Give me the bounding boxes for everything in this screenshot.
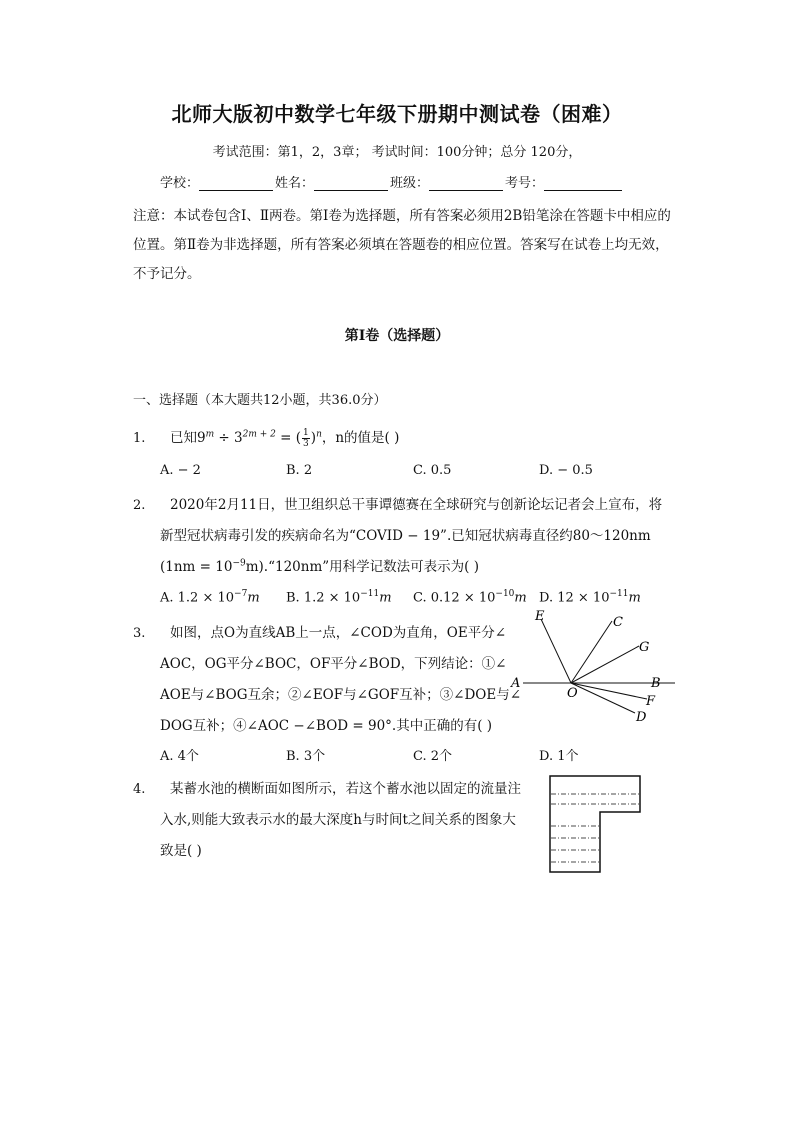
question-4	[133, 777, 521, 797]
q3-line1: 如图，点O为直线AB上一点，∠COD为直角，OE平分∠	[170, 625, 507, 641]
school-label: 学校：	[160, 176, 200, 191]
ray-oe	[541, 619, 571, 683]
q3-option-a[interactable]: A. 4个	[160, 749, 199, 764]
q1-option-b[interactable]: B. 2	[286, 463, 313, 478]
q2-option-c[interactable]	[413, 589, 527, 605]
q2-b-label: B. 1.2 × 10	[286, 590, 361, 606]
q1-frac-den: 3	[303, 439, 309, 449]
q1-exp1: m	[205, 429, 215, 440]
ray-og	[571, 646, 639, 683]
q2-d-unit: m	[628, 590, 641, 606]
exam-notice: 注意：本试卷包含Ⅰ、Ⅱ两卷。第Ⅰ卷为选择题，所有答案必须用2B铅笔涂在答题卡中相应的位置。第Ⅱ卷为非选择题，所有答案必须填在答题卷的相应位置。答案写在试卷上均无效，不予记分。	[133, 208, 671, 282]
q1-fraction	[302, 428, 310, 449]
q3-option-c[interactable]: C. 2个	[413, 749, 453, 764]
section-title: 第Ⅰ卷（选择题）	[344, 328, 450, 344]
q3-line3: AOE与∠BOG互余；②∠EOF与∠GOF互补；③∠DOE与∠	[160, 687, 522, 703]
q4-line3: 致是( )	[160, 843, 202, 859]
ray-of	[571, 683, 647, 699]
q2-line1: 2020年2月11日，世卫组织总干事谭德赛在全球研究与创新论坛记者会上宣布，将	[170, 497, 663, 513]
label-e: E	[535, 609, 545, 624]
question-1: 1. 已知$9^m \div 3^{2m + 2}$ = ( $\frac{1}{3}$ )$^n$，n的值是( )	[133, 428, 400, 449]
q4-reservoir-figure	[548, 774, 648, 876]
q2-line3-a: (1nm = 10	[160, 559, 233, 575]
question-number: 2.	[133, 498, 146, 513]
q2-d-exp: −11	[609, 589, 629, 599]
q2-c-exp: −10	[495, 589, 515, 599]
label-a: A	[511, 676, 521, 691]
name-label: 姓名：	[275, 176, 315, 191]
q3-angle-figure	[505, 605, 675, 730]
class-blank	[429, 176, 503, 191]
q2-c-label: C. 0.12 × 10	[413, 590, 496, 606]
q2-d-label: D. 12 × 10	[539, 590, 610, 606]
school-blank	[199, 176, 273, 191]
part-heading: 一、选择题（本大题共12小题，共36.0分）	[133, 393, 387, 408]
q4-line1: 某蓄水池的横断面如图所示，若这个蓄水池以固定的流量注	[170, 781, 521, 797]
q1-stem-prefix: 已知	[170, 430, 197, 446]
q3-option-d[interactable]: D. 1个	[539, 749, 579, 764]
q1-base: 9	[197, 430, 206, 446]
question-number: 4.	[133, 782, 146, 797]
ray-od	[571, 683, 635, 713]
name-blank	[314, 176, 388, 191]
label-b: B	[651, 676, 661, 691]
question-number: 1.	[133, 431, 146, 446]
number-label: 考号：	[505, 176, 545, 191]
label-d: D	[636, 710, 647, 725]
class-label: 班级：	[390, 176, 430, 191]
question-3	[133, 621, 506, 641]
q1-stem-suffix: ，n的值是( )	[321, 430, 400, 446]
q1-exp2: 2m + 2	[242, 429, 276, 440]
question-number: 3.	[133, 626, 146, 641]
ray-oc	[571, 621, 612, 683]
q1-eq: = (	[275, 430, 302, 446]
q2-a-label: A. 1.2 × 10	[160, 590, 235, 606]
q2-option-d[interactable]	[539, 589, 641, 605]
question-2	[133, 493, 662, 513]
q3-line2: AOC，OG平分∠BOC，OF平分∠BOD，下列结论：①∠	[160, 656, 507, 672]
number-blank	[544, 176, 622, 191]
exam-title: 北师大版初中数学七年级下册期中测试卷（困难）	[171, 102, 623, 126]
label-f: F	[646, 694, 656, 709]
q1-exp3: n	[316, 429, 322, 440]
label-c: C	[613, 615, 623, 630]
q2-option-a[interactable]	[160, 589, 260, 605]
q2-a-unit: m	[247, 590, 260, 606]
q1-frac-num: 1	[303, 428, 309, 438]
q3-option-b[interactable]: B. 3个	[286, 749, 326, 764]
student-info-row	[160, 172, 624, 191]
q1-option-d[interactable]: D. − 0.5	[539, 463, 593, 478]
q3-line4: DOG互补；④∠AOC −∠BOD = 90°.其中正确的有( )	[160, 718, 493, 734]
reservoir-outline	[550, 776, 640, 872]
q1-div: ÷ 3	[214, 430, 243, 446]
q2-b-exp: −11	[360, 589, 380, 599]
label-g: G	[639, 640, 650, 655]
q2-line2: 新型冠状病毒引发的疾病命名为“COVID − 19”.已知冠状病毒直径约80～120nm	[160, 528, 651, 544]
q1-option-a[interactable]: A. − 2	[160, 463, 201, 478]
q2-line3	[160, 555, 479, 575]
q2-line3-exp: −9	[232, 558, 246, 569]
exam-info: 考试范围：第1，2，3章； 考试时间：100分钟；总分 120分，	[212, 145, 582, 160]
q2-b-unit: m	[379, 590, 392, 606]
q2-option-b[interactable]	[286, 589, 392, 605]
q2-a-exp: −7	[234, 589, 248, 599]
q1-option-c[interactable]: C. 0.5	[413, 463, 452, 478]
q4-line2: 入水,则能大致表示水的最大深度h与时间t之间关系的图象大	[160, 812, 516, 828]
label-o: O	[567, 686, 578, 701]
q2-c-unit: m	[514, 590, 527, 606]
q2-line3-b: m).“120nm”用科学记数法可表示为( )	[245, 559, 479, 575]
